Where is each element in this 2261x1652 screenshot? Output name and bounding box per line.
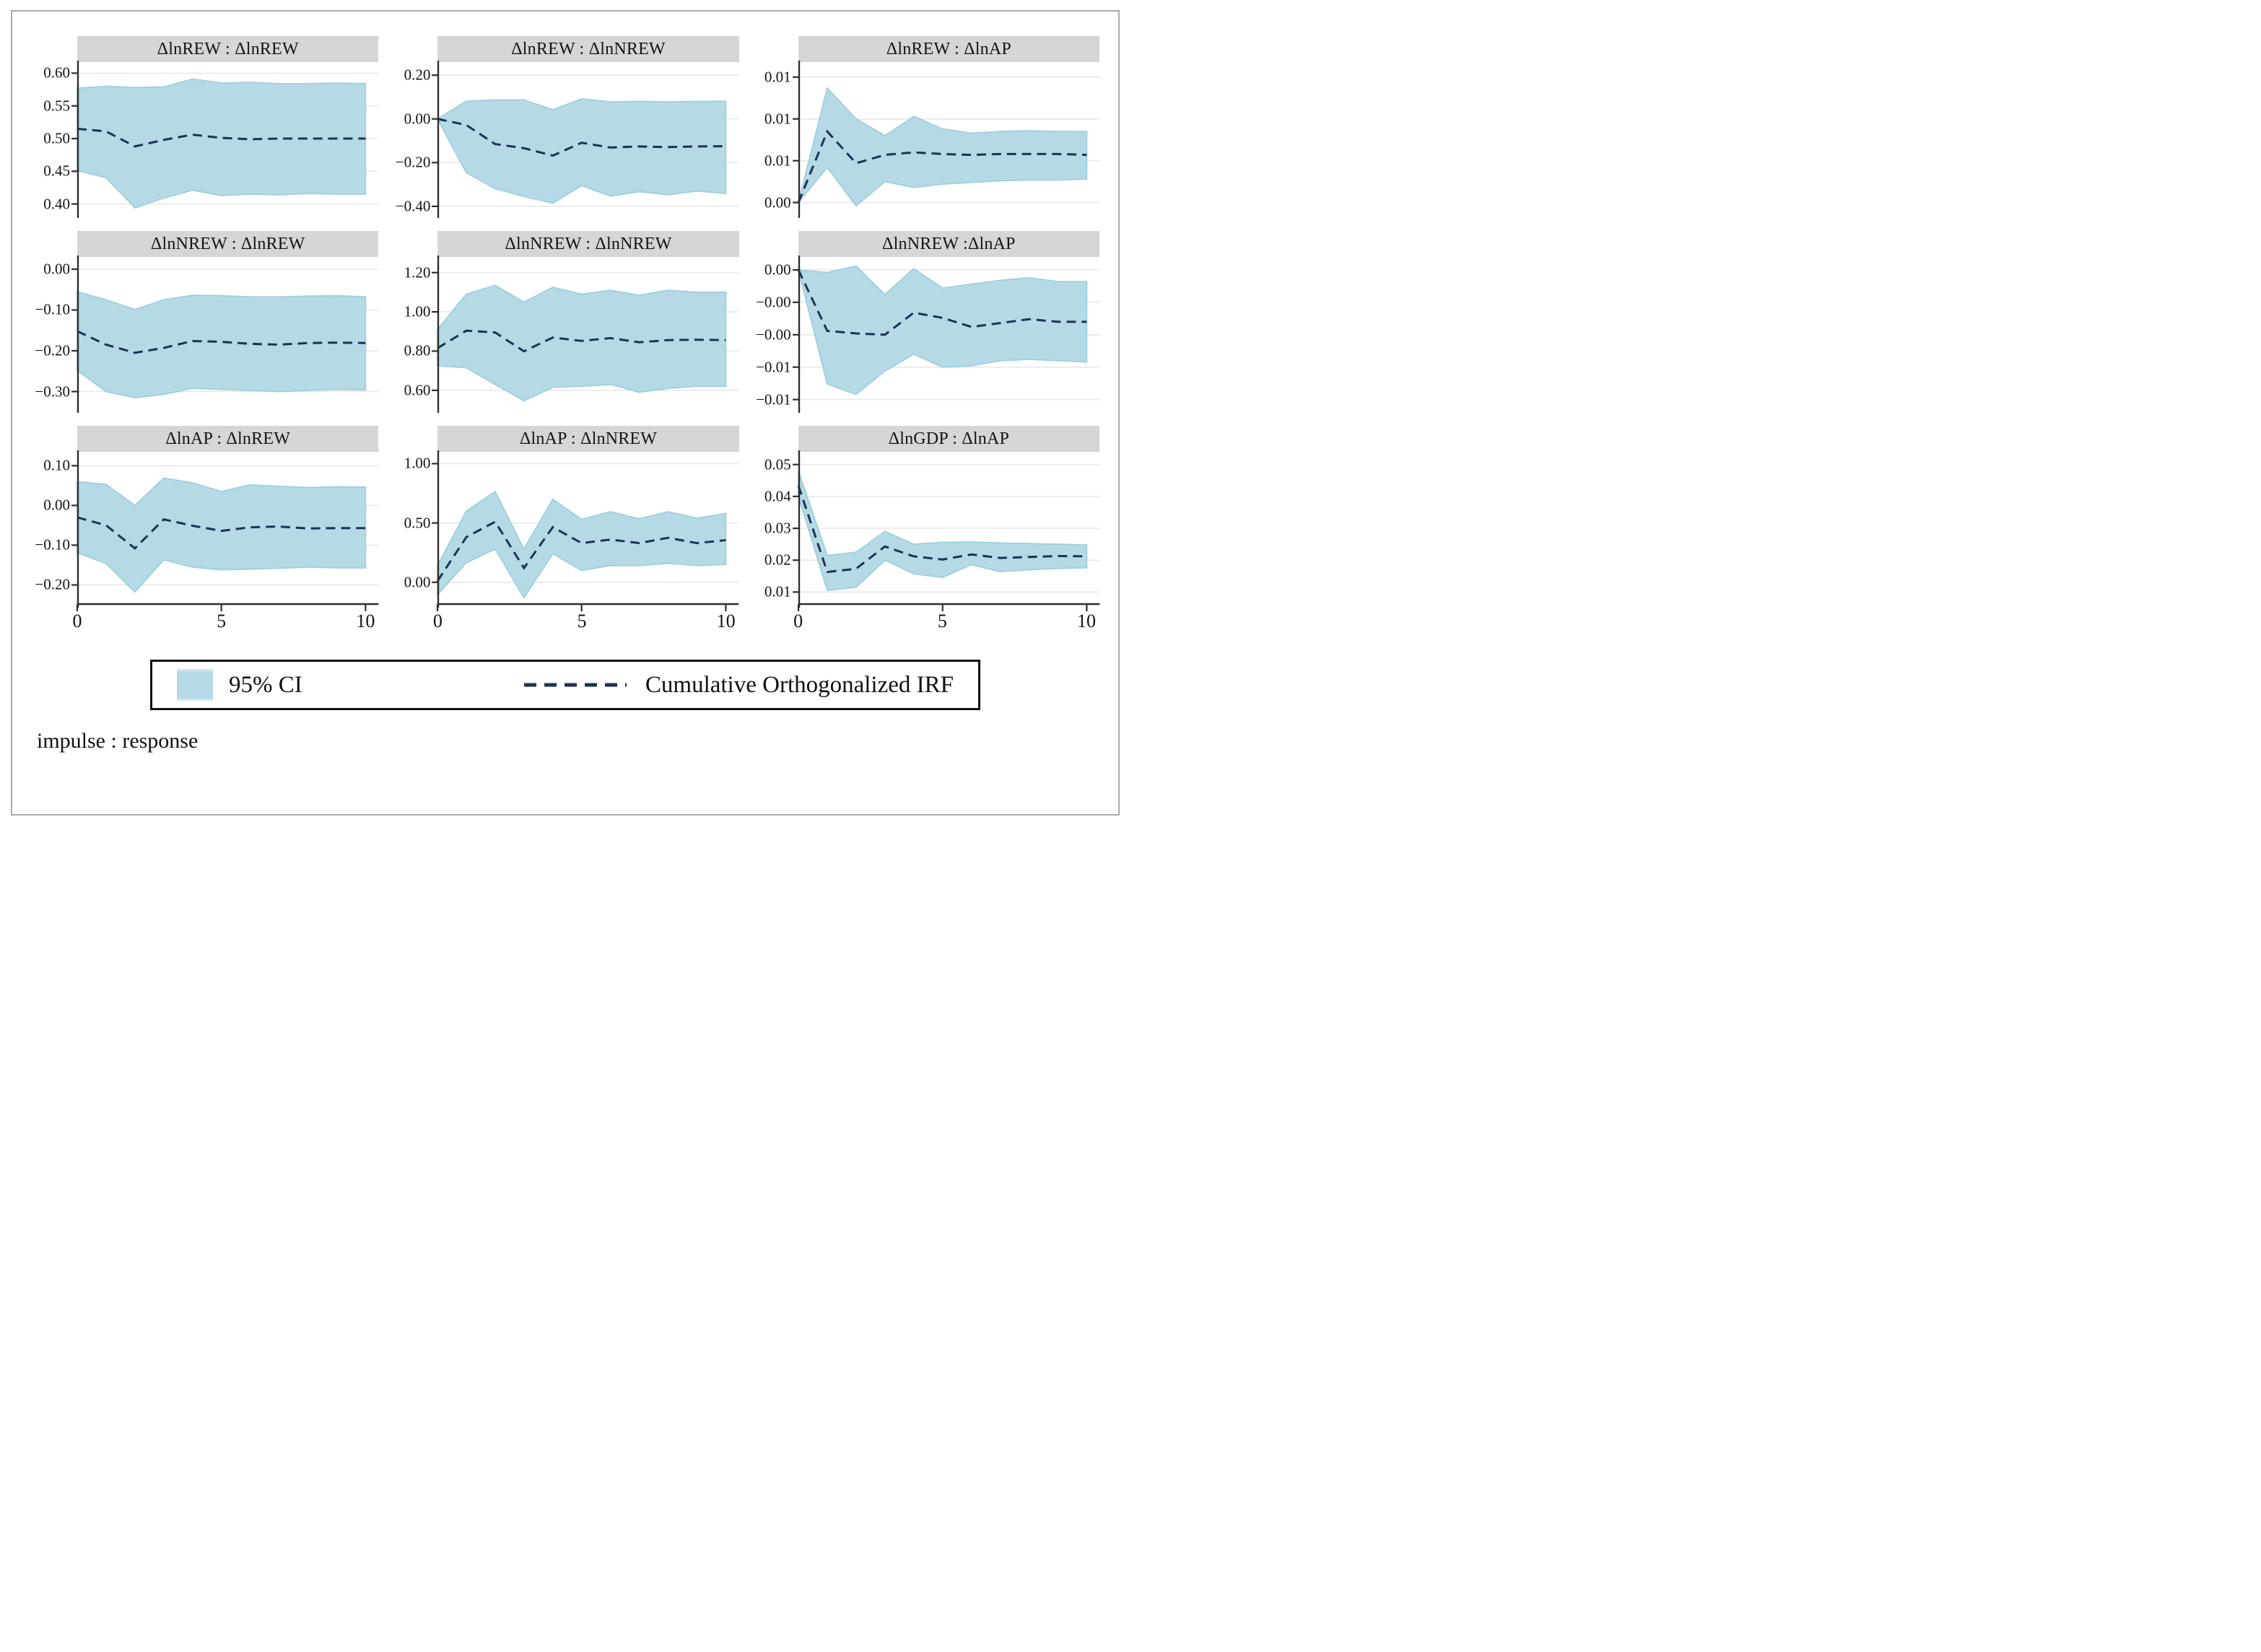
x-axis-labels [793, 605, 1099, 635]
ci-band [437, 285, 726, 401]
y-tick-label: 0.02 [764, 551, 791, 569]
y-tick-label: 0.00 [43, 260, 70, 278]
irf-plot-svg [77, 257, 378, 410]
y-axis-labels [752, 231, 798, 410]
y-axis-labels [752, 36, 798, 215]
y-tick-label: 0.05 [764, 455, 791, 473]
irf-plot-svg [77, 62, 378, 215]
y-tick-label: 0.50 [43, 129, 70, 147]
x-tick-label: 10 [356, 611, 375, 631]
plot-area [793, 452, 1099, 635]
panel-title: ΔlnNREW : ΔlnNREW [437, 231, 739, 257]
y-tick-label: 1.20 [404, 263, 431, 281]
x-tick-label: 5 [937, 611, 947, 631]
y-axis-labels [31, 426, 77, 635]
ci-band [77, 478, 365, 592]
y-tick-label: 0.10 [43, 456, 70, 474]
y-axis-labels [752, 426, 798, 635]
y-tick-label: −0.01 [756, 358, 791, 376]
plot-area [437, 62, 739, 215]
x-tick-label: 10 [716, 611, 736, 631]
y-tick-label: −0.20 [395, 153, 431, 171]
irf-label: Cumulative Orthogonalized IRF [645, 671, 954, 698]
y-axis-labels [391, 36, 437, 215]
irf-plot-svg [798, 452, 1099, 605]
irf-plot-svg [798, 62, 1099, 215]
y-tick-label: 0.50 [404, 514, 431, 532]
panel-3 [752, 36, 1099, 215]
y-tick-label: 0.45 [43, 162, 70, 180]
y-tick-label: −0.00 [756, 293, 791, 311]
x-tick-label: 10 [1077, 611, 1097, 631]
plot-area [77, 62, 378, 215]
y-tick-label: 0.03 [764, 519, 791, 537]
y-tick-label: −0.40 [395, 197, 431, 215]
plot-area [798, 62, 1099, 215]
y-tick-label: 0.55 [43, 97, 70, 115]
y-tick-label: 0.00 [43, 496, 70, 514]
ci-band [77, 79, 365, 208]
x-tick-label: 0 [793, 611, 803, 631]
x-tick-label: 0 [72, 611, 82, 631]
plot-area [798, 257, 1099, 410]
y-axis-labels [31, 231, 77, 410]
irf-plot-svg [77, 452, 378, 605]
panel-title: ΔlnREW : ΔlnAP [798, 36, 1099, 62]
panel-1 [31, 36, 378, 215]
ci-band-swatch [177, 669, 213, 701]
x-tick-label: 5 [217, 611, 227, 631]
y-axis-labels [391, 426, 437, 635]
y-tick-label: 1.00 [404, 454, 431, 472]
y-tick-label: 0.60 [43, 64, 70, 82]
y-tick-label: −0.20 [35, 341, 70, 359]
panel-title: ΔlnREW : ΔlnREW [77, 36, 378, 62]
y-tick-label: −0.01 [756, 390, 791, 408]
panel-5 [391, 231, 739, 410]
irf-plot-svg [437, 62, 739, 215]
ci-band [798, 471, 1086, 591]
panel-title: ΔlnNREW : ΔlnREW [77, 231, 378, 257]
irf-figure [11, 10, 1120, 816]
panel-6 [752, 231, 1099, 410]
irf-plot-svg [798, 257, 1099, 410]
y-tick-label: 0.00 [404, 110, 431, 128]
ci-band [798, 266, 1086, 395]
panel-4 [31, 231, 378, 410]
panel-title: ΔlnGDP : ΔlnAP [798, 426, 1099, 452]
legend-irf-group [521, 672, 954, 699]
y-axis-labels [391, 231, 437, 410]
y-tick-label: 0.80 [404, 341, 431, 359]
x-axis-labels [72, 605, 378, 635]
y-tick-label: −0.10 [35, 536, 70, 554]
y-tick-label: 1.00 [404, 302, 431, 320]
y-tick-label: 0.01 [764, 110, 791, 128]
y-tick-label: 0.40 [43, 195, 70, 213]
y-tick-label: 0.01 [764, 582, 791, 600]
x-tick-label: 0 [432, 611, 443, 631]
panel-2 [391, 36, 739, 215]
plot-area [432, 452, 739, 635]
y-tick-label: 0.00 [764, 193, 791, 211]
panel-title: ΔlnAP : ΔlnNREW [437, 426, 739, 452]
y-tick-label: 0.20 [404, 66, 431, 84]
ci-band [437, 99, 726, 204]
x-axis-labels [432, 605, 739, 635]
y-axis-labels [31, 36, 77, 215]
ci-label: 95% CI [229, 671, 302, 698]
panel-title: ΔlnAP : ΔlnREW [77, 426, 378, 452]
irf-plot-svg [437, 257, 739, 410]
y-tick-label: −0.10 [35, 300, 70, 318]
panel-title: ΔlnNREW :ΔlnAP [798, 231, 1099, 257]
y-tick-label: −0.00 [756, 325, 791, 344]
panel-7 [31, 426, 378, 635]
y-tick-label: −0.30 [35, 383, 70, 401]
y-tick-label: 0.01 [764, 152, 791, 170]
y-tick-label: −0.20 [35, 575, 70, 593]
impulse-response-note: impulse : response [37, 729, 199, 753]
panel-9 [752, 426, 1099, 635]
ci-band [77, 292, 365, 398]
y-tick-label: 0.60 [404, 381, 431, 399]
plot-area [77, 257, 378, 410]
plot-area [72, 452, 378, 635]
y-tick-label: 0.00 [764, 261, 791, 279]
x-tick-label: 5 [577, 611, 587, 631]
y-tick-label: 0.01 [764, 68, 791, 86]
irf-grid [31, 36, 1099, 635]
legend [150, 660, 980, 710]
irf-dash-sample-icon [521, 680, 629, 690]
plot-area [437, 257, 739, 410]
y-tick-label: 0.00 [404, 573, 431, 591]
panel-8 [391, 426, 739, 635]
irf-plot-svg [437, 452, 739, 605]
panel-title: ΔlnREW : ΔlnNREW [437, 36, 739, 62]
y-tick-label: 0.04 [764, 487, 791, 505]
legend-ci-group [177, 669, 302, 701]
